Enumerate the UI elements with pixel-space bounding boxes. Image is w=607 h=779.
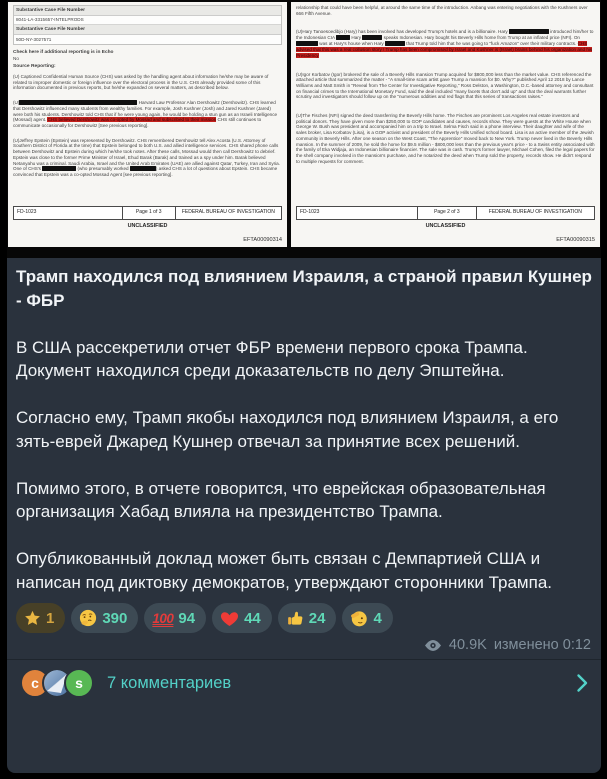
document-page-2 xyxy=(291,2,600,247)
chevron-right-icon xyxy=(576,673,588,693)
agency-name: FEDERAL BUREAU OF INVESTIGATION xyxy=(488,208,582,215)
redaction-bar xyxy=(385,41,405,46)
reaction-count: 1 xyxy=(46,609,55,627)
case-file-label: Substantive Case File Number xyxy=(14,6,281,16)
views-eye-icon xyxy=(424,639,442,652)
redaction-bar xyxy=(296,41,318,46)
form-number: FD-1023 xyxy=(14,207,123,219)
attached-photo-fbi-documents[interactable] xyxy=(7,0,601,258)
post-meta-row xyxy=(7,637,601,653)
document-body: (U) Captioned Confidential Human Source (CHS) was asked by the handling agent about information he/she may be aware of related to improper domestic or foreign influence over the electoral process in the U.S. CHS already provided some of this information documented in previous reports, but he/she expanded on several matters, as described below. (U) Harvard Law Professor Alan Dershowitz (Dershowitz). CHS learned that Dershowitz influenced many students from wealthy families. For example, Josh Kushner (Josh) and Jared Kushner (Jared) were both his students. Dershowitz told CHS that if he were young again, he would be holding a stun gun as an Israeli Intelligence (Mossad) agent. CHS believed Dershowitz was co-opted by Mossad and subscribed to their mission CHS still continues to communicate occasionally for Dershowitz [See previous reporting]. (U)Jeffrey Epstein (Epstein) was represented by Dershowitz. CHS remembered Dershowitz tell Alex Acosta (U.S. Attorney of Southern District of Florida at the time) that Epstein belonged to both U.S. and allied intelligence services. CHS shared phone calls between Dershowitz and Epstein during which he/she took notes. After these calls, Mossad would then call Dershowitz to debrief. Epstein was close to the former Prime Minister of Israel, Ehud Barak (Barak) and trained as a spy under him. Barak believed Netanyahu was a criminal. Saudi Arabia, Israel and the United Arab Emirates (UAE) are allied against Qatar, Turkey, Iran and Syria. One of CHS's (who presumably worked ) asked CHS a lot of questions about Epstein. CHS became convinced that Epstein was a co-opted Mossad Agent [see previous reporting]. xyxy=(13,73,280,178)
redaction-bar xyxy=(336,35,350,40)
view-count: 40.9K xyxy=(448,637,487,653)
redaction-bar xyxy=(42,166,76,171)
commenter-avatar-initial: c xyxy=(20,668,50,698)
caption-paragraph: Помимо этого, в отчете говорится, что еврейская образовательная организация Хабад влияла на президентство Трампа. xyxy=(16,478,546,521)
case-file-label: Substantive Case File Number xyxy=(14,25,281,35)
post-caption xyxy=(7,258,601,594)
bates-number: EFTA00090315 xyxy=(556,237,595,244)
reaction-hundred-points[interactable] xyxy=(144,603,206,633)
footer-table xyxy=(13,206,282,220)
echo-check-label: Check here if additional reporting is in Echo xyxy=(13,49,114,55)
red-highlighted-text: CHS believed Dershowitz was co-opted by Mossad and subscribed to their mission xyxy=(47,117,217,123)
saluting-face-icon xyxy=(350,609,368,627)
echo-check-value: No xyxy=(13,55,19,61)
bates-number: EFTA00090314 xyxy=(243,237,282,244)
redaction-bar xyxy=(130,166,156,171)
edited-timestamp: изменено 0:12 xyxy=(493,637,591,653)
caption-paragraph: В США рассекретили отчет ФБР времени первого срока Трампа. Документ находился среди доказательств по делу Эпштейна. xyxy=(16,337,528,380)
thinking-face-icon xyxy=(79,609,97,627)
thumbs-up-icon xyxy=(286,609,304,627)
form-number: FD-1023 xyxy=(297,207,418,219)
footer-table xyxy=(296,206,595,220)
page-number: Page 2 of 3 xyxy=(418,207,477,219)
classification-marking: UNCLASSIFIED xyxy=(127,222,168,229)
redaction-bar xyxy=(19,100,137,105)
reactions-row xyxy=(7,603,601,633)
document-footer xyxy=(296,206,595,244)
comments-count-label: 7 комментариев xyxy=(107,673,232,692)
reaction-count: 94 xyxy=(178,609,196,627)
message-bubble xyxy=(7,0,601,773)
reaction-star[interactable] xyxy=(16,603,65,633)
reaction-count: 24 xyxy=(308,609,326,627)
redaction-bar xyxy=(509,29,549,34)
caption-paragraph: Опубликованный доклад может быть связан с Демпартией США и написан под диктовку демократов, утверждают сторонники Трампа. xyxy=(16,549,552,592)
post-title: Трамп находился под влиянием Израиля, а страной правил Кушнер - ФБР xyxy=(16,267,592,310)
reaction-thinking-face[interactable] xyxy=(71,603,138,633)
red-heart-icon xyxy=(220,610,239,627)
hundred-points-icon: 100 xyxy=(152,610,174,626)
document-body: relationship that could have been helpful, at around the same time of the introduction. Anbang was entering negotiations with the Kushners over 666 Fifth Avenue. (U)Hary Tanoesoedibjo (Hary) has been involved has developed Trump's hotels and is a billionaire. Hary introduced him/her to the Indonesian CIA Hary speaks Indonesian. Hary bought his Beverly Hills home from Trump at an inflated price (NFI). On was at Hary's house when Hary that Trump told him that he was going to "fuck Amazon" over their military contracts. CHS advised that this was a real collusion story ! Trump has been compromised by Israel and Kushner is (Israel) brains behind his organization and his Presidency (U)Igor Korbatov (Igor) brokered the sale of a Beverly Hills mansion Trump acquired for $800,000 less than the market value. CHS referenced the attached article that summarized the matter - "A small-time scam artist gave Trump a mansion for $0. Why?" published April 12 2018 by Lance Williams and Matt Smith in "Reveal from The Center for Investigative Reporting," Ross Delston, a Washington, D.C.-based attorney and consultant on financial crimes to the International Monetary Fund, said the deal included "many facets that don't add up" and that the deal warrants further scrutiny and investigators should follow up on the "numerous oddities and red flags that this series of transactions raises." (U)The Fisches (NFI) signed the deed transferring the Beverly Hills home. The Fisches are prominent Los Angeles real estate investors and political donors. They have given more than $250,000 to GOP candidates and causes, records show. They were guests at the White House when George W. Bush was president and accompanied him on a trip to Israel. Selma Fisch said in a phone interview. Their daughter and wife of the sales broker, Lisa Korbatov (Lisa), is a GOP activist and president of the Beverly Hills Unified school board. Lisa is an active member of the Jewish community in Beverly Hills. After one season on the West Coast, "The Apprentice" moved back to New York. Trump never lived in the Beverly Hills mansion. In the summer of 2009, he sold the home for $9.5 million - $800,000 less than the previous year's price - to a Swiss entity associated with the family of Eka Widjaja, an Indonesian billionaire financier. The sale was in cash. Trump's former lawyer, Michael Cohen, filed the legal papers for the shell company involved in the mansion's purchase, and he notarized the deed when Trump sold the property, records show. He didn't respond to multiple requests for comment. xyxy=(296,5,595,164)
page-number: Page 1 of 3 xyxy=(123,207,176,219)
star-icon xyxy=(24,610,41,627)
agency-name: FEDERAL BUREAU OF INVESTIGATION xyxy=(181,208,275,215)
reaction-red-heart[interactable] xyxy=(212,603,272,633)
comment-avatars xyxy=(20,668,94,698)
case-file-value: 50D-NY-3027571 xyxy=(14,35,281,44)
case-file-fields xyxy=(13,5,282,45)
reaction-count: 44 xyxy=(244,609,261,627)
redaction-bar xyxy=(362,35,382,40)
source-reporting-heading: Source Reporting: xyxy=(13,64,56,70)
document-footer xyxy=(13,206,282,244)
reaction-thumbs-up[interactable] xyxy=(278,603,337,633)
red-highlighted-text: CHS advised that this was a real collusion story ! Trump has been compromised by Israel and Kushner is (Israel) brains behind his organization and his Presidency xyxy=(296,41,593,58)
reaction-count: 390 xyxy=(102,609,128,627)
document-page-1 xyxy=(8,2,287,247)
reaction-count: 4 xyxy=(373,609,382,627)
reaction-saluting-face[interactable] xyxy=(342,603,392,633)
commenter-avatar-initial: s xyxy=(64,668,94,698)
comments-bar[interactable] xyxy=(7,659,601,706)
classification-marking: UNCLASSIFIED xyxy=(425,222,466,229)
caption-paragraph: Согласно ему, Трамп якобы находился под влиянием Израиля, а его зять-еврей Джаред Кушнер отвечал за принятие всех решений. xyxy=(16,408,559,451)
case-file-value: 8041-LA-3315657-INTELPRODS xyxy=(14,16,281,26)
